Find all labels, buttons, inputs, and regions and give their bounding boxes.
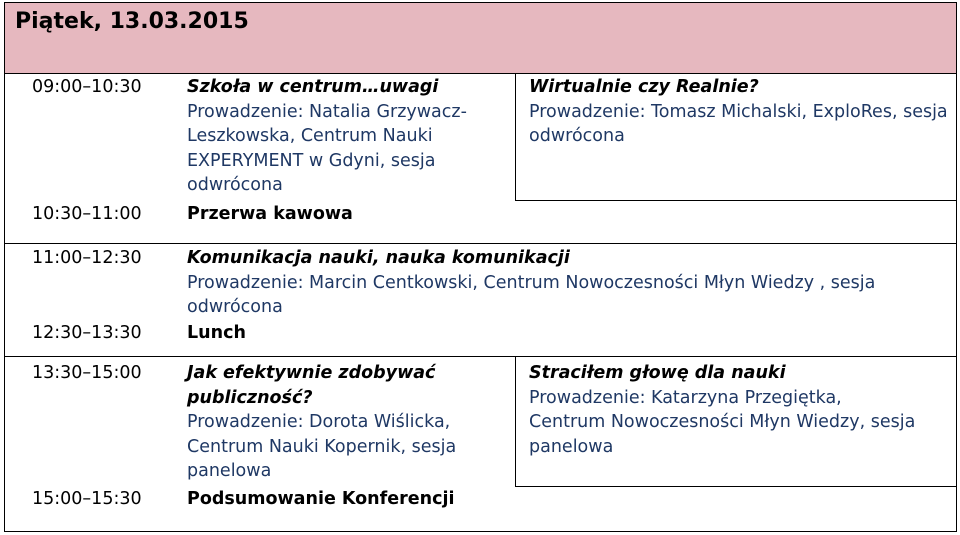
session-title: Wirtualnie czy Realnie?: [529, 77, 759, 97]
day-header: [4, 2, 957, 74]
session-leader: Prowadzenie: Marcin Centkowski, Centrum Nowoczesności Młyn Wiedzy , sesja odwrócona: [187, 272, 876, 317]
break-item: [187, 321, 246, 346]
session-divider: [515, 74, 516, 201]
closing-title: Podsumowanie Konferencji: [187, 489, 455, 509]
session-leader: Prowadzenie: Dorota Wiślicka, Centrum Nauki Kopernik, sesja panelowa: [187, 412, 457, 481]
slot-time: 10:30–11:00: [32, 204, 142, 224]
slot-time: 13:30–15:00: [32, 363, 142, 383]
session-left: [187, 361, 505, 484]
session-leader: Prowadzenie: Katarzyna Przegiętka, Centrum Nowoczesności Młyn Wiedzy, sesja panelowa: [529, 387, 916, 457]
day-title: Piątek, 13.03.2015: [15, 9, 249, 34]
break-title: Lunch: [187, 323, 246, 343]
session-title: Straciłem głowę dla nauki: [529, 363, 786, 383]
session-divider: [515, 356, 516, 487]
session-left: [187, 75, 512, 198]
session-leader: Prowadzenie: Tomasz Michalski, ExploRes, sesja odwrócona: [529, 101, 948, 146]
session-title: Jak efektywnie zdobywać publiczność?: [187, 363, 436, 408]
session-title: Komunikacja nauki, nauka komunikacji: [187, 248, 570, 268]
row-divider: [4, 356, 957, 357]
session-box-bottom: [515, 486, 957, 487]
closing-item: [187, 487, 454, 512]
slot-time: 11:00–12:30: [32, 248, 142, 268]
row-divider: [4, 243, 957, 244]
session-full: [187, 246, 947, 320]
slot-time: 15:00–15:30: [32, 489, 142, 509]
break-title: Przerwa kawowa: [187, 204, 353, 224]
session-leader: Prowadzenie: Natalia Grzywacz-Leszkowska, Centrum Nauki EXPERYMENT w Gdyni, sesja odwrócona: [187, 101, 467, 195]
session-box-bottom: [515, 200, 957, 201]
session-right: [529, 361, 919, 459]
slot-time: 12:30–13:30: [32, 323, 142, 343]
session-right: [529, 75, 954, 149]
session-title: Szkoła w centrum…uwagi: [187, 77, 439, 97]
break-item: [187, 202, 353, 227]
slot-time: 09:00–10:30: [32, 77, 142, 97]
